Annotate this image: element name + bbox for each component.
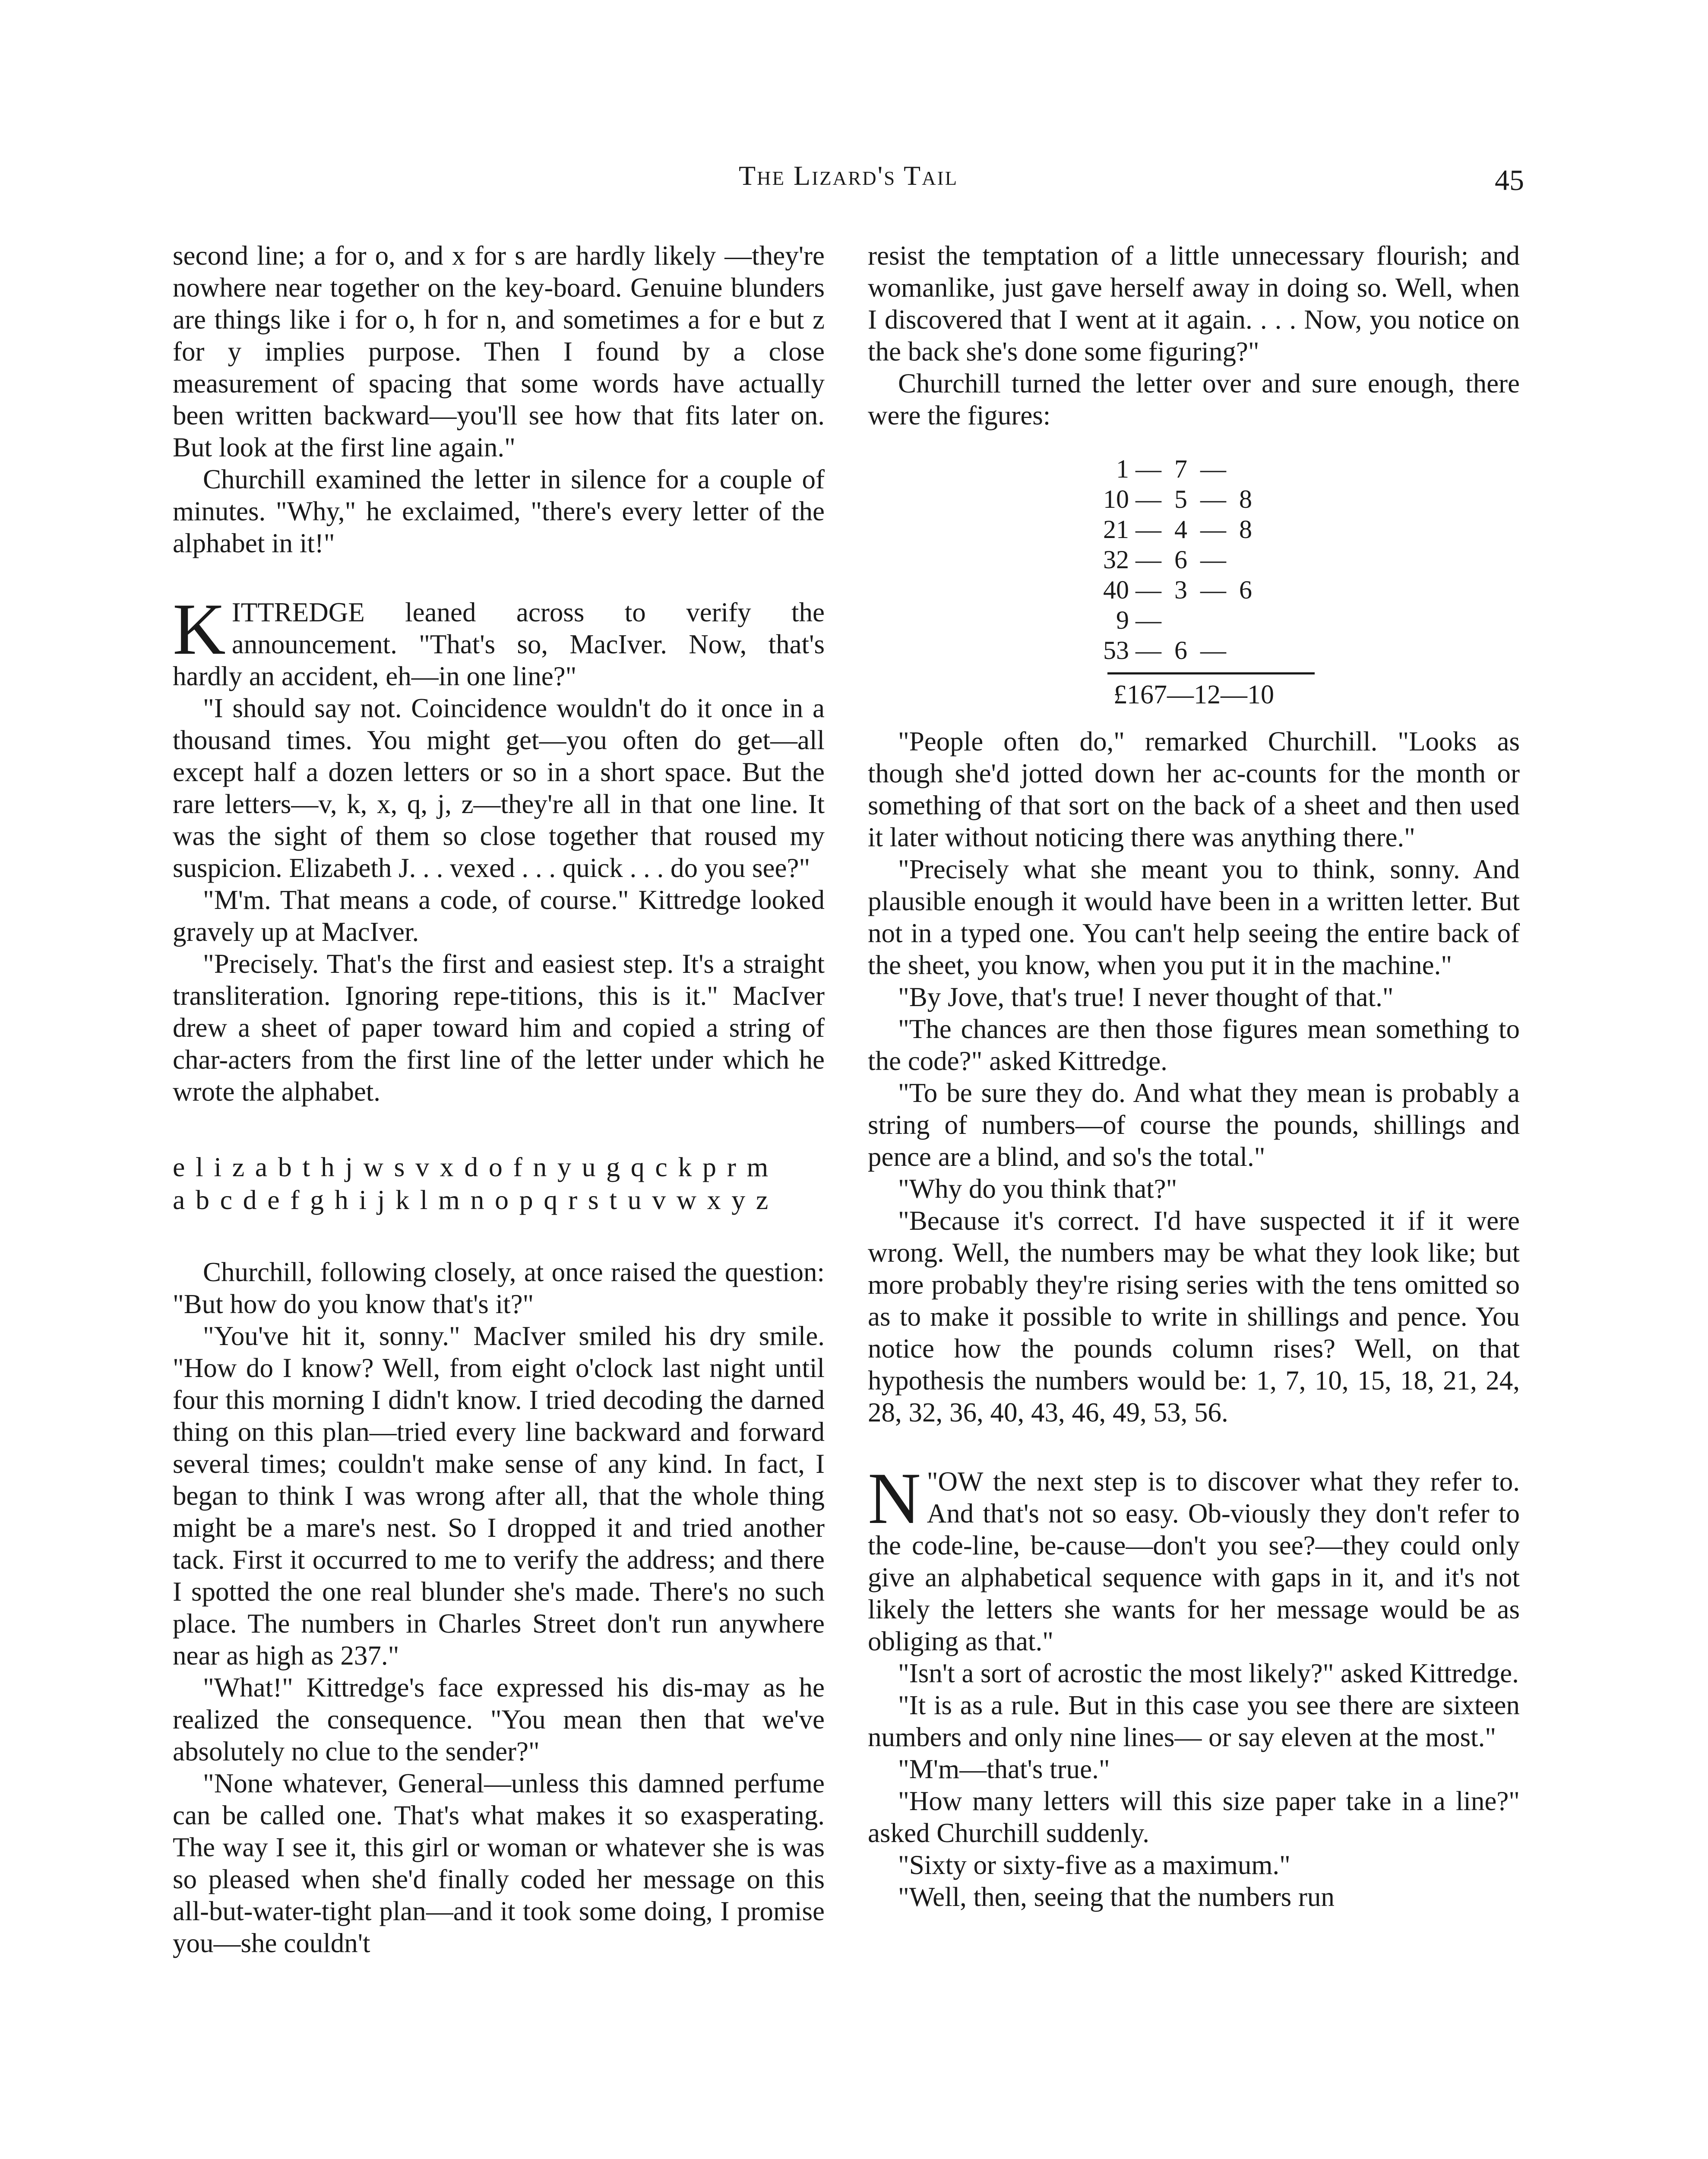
paragraph: "Sixty or sixty-five as a maximum.": [898, 1850, 1290, 1880]
figure-pounds: 21: [1103, 515, 1129, 544]
figure-pounds: 53: [1103, 636, 1129, 665]
section-paragraph: [173, 589, 825, 692]
paragraph: second line; a for o, and x for s are hardly likely —they're nowhere near together on the key-board. Genuine blunders are things like i for o, h for n, and sometimes a for e but z for y implies purpose. Then I found by a close measurement of spacing that some words have actually been written backward—you'll see how that fits later on. But look at the first line again.": [173, 241, 825, 462]
figures-row: [1064, 635, 1323, 665]
paragraph: "To be sure they do. And what they mean is probably a string of numbers—of course the pounds, shillings and pence are a blind, and so's the total.": [868, 1078, 1520, 1172]
figure-dash: —: [1136, 545, 1161, 574]
paragraph: "None whatever, General—unless this damned perfume can be called one. That's what makes it so exasperating. The way I see it, this girl or woman or whatever she is was so pleased when she'd finally coded her message on this all-but-water-tight plan—and it took some doing, I promise you—she couldn't: [173, 1768, 825, 1958]
paragraph: "You've hit it, sonny." MacIver smiled his dry smile. "How do I know? Well, from eight o'clock last night until four this morning I didn't know. I tried decoding the darned thing on this plan—tried every line backward and forward several times; couldn't make sense of any kind. In fact, I began to think I was wrong after all, that the whole thing might be a mare's nest. So I dropped it and tried another tack. First it occurred to me to verify the address; and there I spotted the one real blunder she's made. There's no such place. The numbers in Charles Street don't run anywhere near as high as 237.": [173, 1321, 825, 1671]
paragraph: Churchill, following closely, at once raised the question: "But how do you know that's it?": [173, 1257, 825, 1319]
page-header: [173, 160, 1524, 212]
paragraph: "People often do," remarked Churchill. "Looks as though she'd jotted down her ac-counts for the month or something of that sort on the back of a sheet and then used it later without noticing there was anything there.": [868, 726, 1520, 852]
drop-cap: K: [173, 589, 226, 670]
paragraph-text: OW the next step is to discover what they refer to. And that's not so easy. Ob-viously they don't refer to the code-line, be-cause—don't you see?—they could only give an alphabetical sequence with gaps in it, and it's not likely the letters she wants for her message would be as obliging as that.": [868, 1466, 1520, 1656]
figures-row: [1064, 484, 1323, 514]
paragraph: "M'm. That means a code, of course." Kittredge looked gravely up at MacIver.: [173, 885, 825, 947]
figure-pence: 8: [1239, 515, 1252, 544]
figure-dash: —: [1200, 485, 1226, 513]
paragraph: Churchill examined the letter in silence for a couple of minutes. "Why," he exclaimed, "there's every letter of the alphabet in it!": [173, 464, 825, 558]
figure-dash: —: [1136, 606, 1161, 634]
paragraph: "It is as a rule. But in this case you see there are sixteen numbers and only nine lines— or say eleven at the most.": [868, 1690, 1520, 1752]
running-title: The Lizard's Tail: [738, 160, 958, 191]
paragraph: "The chances are then those figures mean something to the code?" asked Kittredge.: [868, 1014, 1520, 1076]
figure-pence: [1233, 544, 1259, 575]
right-column: [868, 240, 1520, 1913]
figure-shillings: 6: [1174, 636, 1187, 665]
paragraph: "Precisely what she meant you to think, sonny. And plausible enough it would have been in a written letter. But not in a typed one. You can't help seeing the entire back of the sheet, you know, when you put it in the machine.": [868, 854, 1520, 980]
figure-pounds: 9: [1116, 606, 1129, 634]
paragraph: "M'm—that's true.": [898, 1754, 1110, 1784]
open-quote: ": [927, 1466, 938, 1497]
page-number: 45: [1495, 164, 1524, 196]
figures-total: £167—12—10: [1113, 680, 1274, 709]
figure-shillings: 6: [1174, 545, 1187, 574]
figure-shillings: 5: [1174, 485, 1187, 513]
figure-shillings: 4: [1174, 515, 1187, 544]
figure-dash: —: [1136, 455, 1161, 483]
paragraph: "What!" Kittredge's face expressed his dis-may as he realized the consequence. "You mean then that we've absolutely no clue to the sender?": [173, 1672, 825, 1766]
figure-dash: —: [1136, 636, 1161, 665]
figure-dash: —: [1200, 576, 1226, 604]
cipher-alphabet: [173, 1151, 825, 1216]
figure-dash: —: [1200, 515, 1226, 544]
figure-pounds: 10: [1103, 485, 1129, 513]
paragraph: "Well, then, seeing that the numbers run: [898, 1882, 1335, 1912]
paragraph: "Precisely. That's the first and easiest step. It's a straight transliteration. Ignoring repe-titions, this is it." MacIver drew a sheet of paper toward him and copied a string of char-acters from the first line of the letter under which he wrote the alphabet.: [173, 949, 825, 1107]
figure-pounds: 40: [1103, 576, 1129, 604]
figures-rows: [1064, 454, 1323, 665]
figure-dash: —: [1136, 515, 1161, 544]
paragraph-text: ITTREDGE leaned across to verify the announcement. "That's so, MacIver. Now, that's hardly an accident, eh—in one line?": [173, 597, 825, 691]
plain-alphabet-row: a b c d e f g h i j k l m n o p q r s t u v w x y z: [173, 1184, 770, 1215]
figure-shillings: 7: [1174, 455, 1187, 483]
drop-cap: N: [868, 1458, 921, 1539]
figure-shillings: 3: [1174, 576, 1187, 604]
figure-dash: —: [1136, 485, 1161, 513]
figures-rule: [1107, 672, 1315, 674]
paragraph: Churchill turned the letter over and sure enough, there were the figures:: [868, 368, 1520, 431]
figure-pounds: 1: [1116, 455, 1129, 483]
paragraph: "Because it's correct. I'd have suspected it if it were wrong. Well, the numbers may be what they look like; but more probably they're rising series with the tens omitted so as to make it possible to write in shillings and pence. You notice how the pounds column rises? Well, on that hypothesis the numbers would be: 1, 7, 10, 15, 18, 21, 24, 28, 32, 36, 40, 43, 46, 49, 53, 56.: [868, 1206, 1520, 1428]
cipher-row: e l i z a b t h j w s v x d o f n y u g q c k p r m: [173, 1152, 770, 1182]
left-column: [173, 240, 825, 1959]
figure-dash: —: [1200, 455, 1226, 483]
figure-dash: —: [1136, 576, 1161, 604]
paragraph: resist the temptation of a little unnecessary flourish; and womanlike, just gave herself away in doing so. Well, when I discovered that I went at it again. . . . Now, you notice on the back she's done some figuring?": [868, 241, 1520, 367]
figure-pence: 6: [1239, 576, 1252, 604]
figure-pence: [1233, 605, 1259, 635]
paragraph: "How many letters will this size paper take in a line?" asked Churchill suddenly.: [868, 1786, 1520, 1848]
paragraph: "I should say not. Coincidence wouldn't do it once in a thousand times. You might get—you often do get—all except half a dozen letters or so in a short space. But the rare letters—v, k, x, q, j, z—they're all in that one line. It was the sight of them so close together that roused my suspicion. Elizabeth J. . . vexed . . . quick . . . do you see?": [173, 693, 825, 883]
paragraph: "Why do you think that?": [898, 1174, 1177, 1204]
figures-row: [1064, 454, 1323, 484]
figure-pence: 8: [1239, 485, 1252, 513]
figures-row: [1064, 605, 1323, 635]
figures-sum: [1064, 454, 1323, 710]
paragraph: "By Jove, that's true! I never thought of that.": [898, 982, 1394, 1012]
paragraph: "Isn't a sort of acrostic the most likely?" asked Kittredge.: [898, 1658, 1519, 1688]
figure-dash: —: [1200, 545, 1226, 574]
figure-pounds: 32: [1103, 545, 1129, 574]
figure-pence: [1233, 635, 1259, 665]
figures-row: [1064, 544, 1323, 575]
section-paragraph: [868, 1458, 1520, 1657]
figures-row: [1064, 575, 1323, 605]
figure-dash: —: [1200, 636, 1226, 665]
figure-pence: [1233, 454, 1259, 484]
figure-shillings: [1168, 605, 1194, 635]
figure-dash: [1194, 605, 1233, 635]
figures-row: [1064, 514, 1323, 544]
